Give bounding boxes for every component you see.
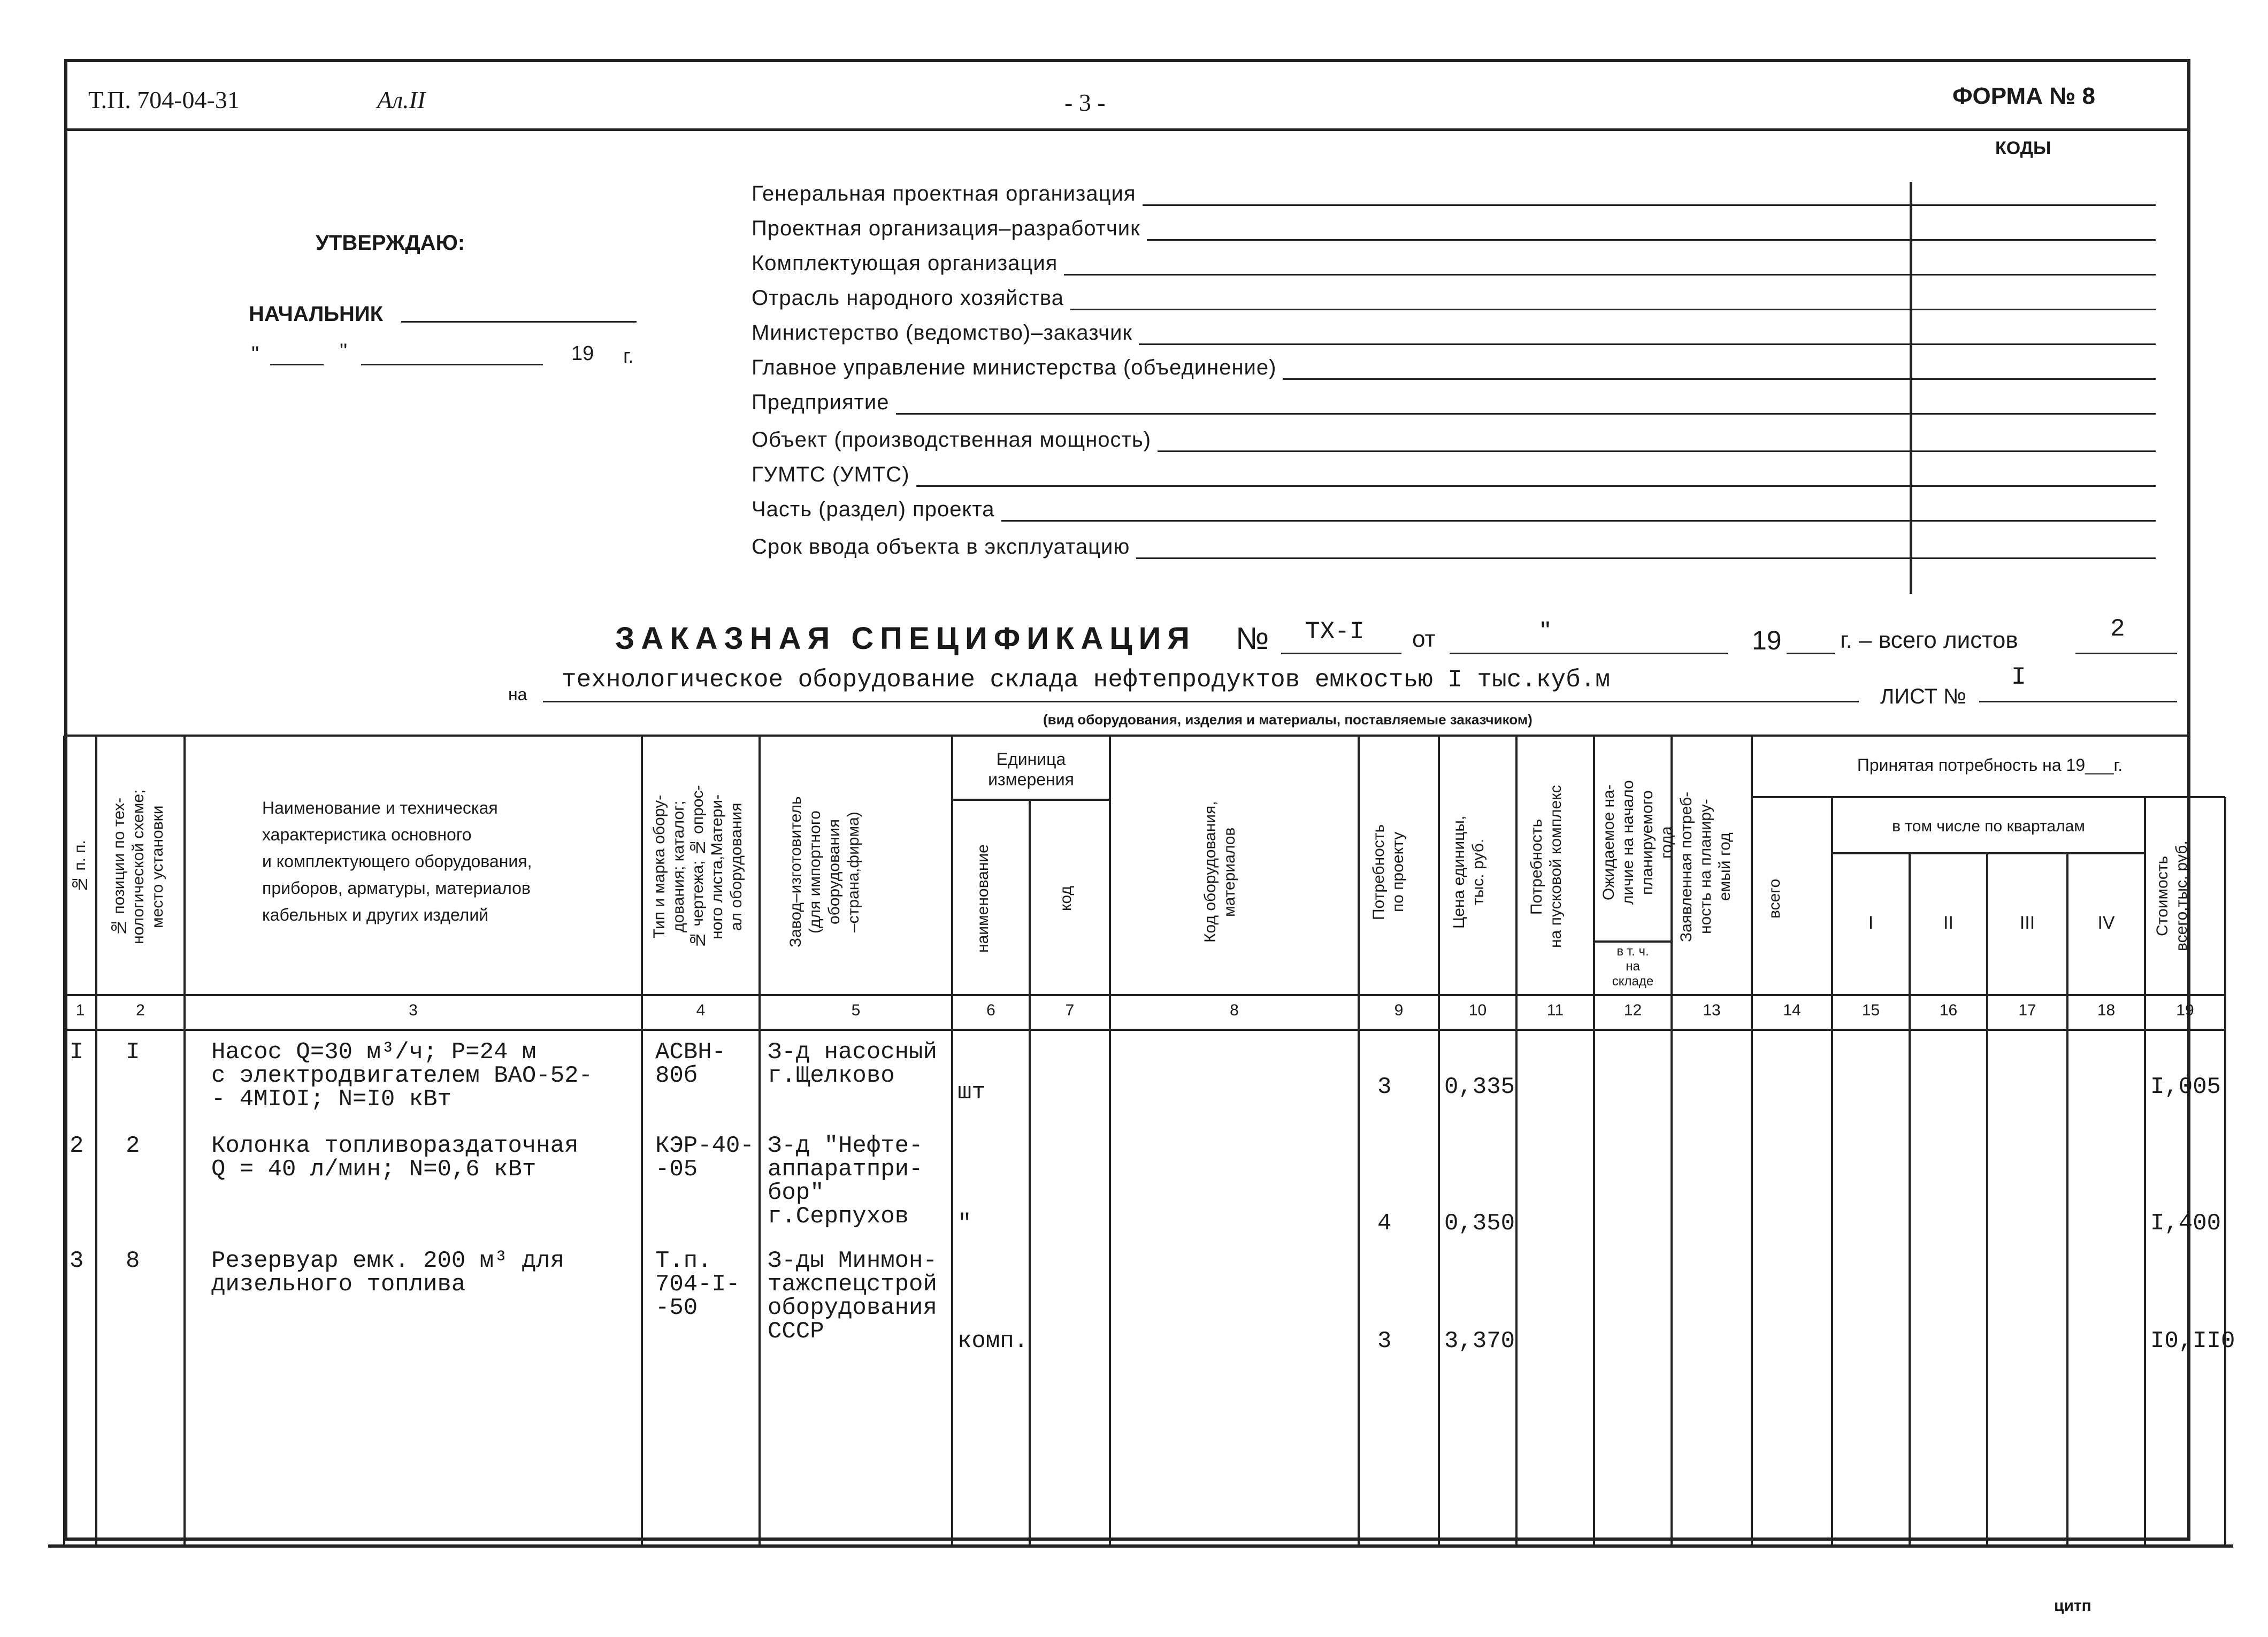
row-qty: 4 (1377, 1210, 1392, 1237)
sheet-no-label: ЛИСТ № (1880, 685, 1967, 708)
row-price: 3,370 (1444, 1328, 1515, 1355)
col-header-1: № п. п. (71, 840, 89, 893)
row-type: Т.п. 704-I- -50 (655, 1248, 740, 1321)
row-price: 0,335 (1444, 1074, 1515, 1100)
org-field-label: Предприятие (752, 391, 890, 414)
col-header-19: Стоимость всего,тыс. руб. (2154, 840, 2190, 952)
column-number: 14 (1783, 1001, 1801, 1019)
spec-year-suffix: г. – всего листов (1840, 627, 2018, 653)
org-field-label: Генеральная проектная организация (752, 182, 1136, 205)
row-position: I (126, 1039, 140, 1066)
org-field-label: Министерство (ведомство)–заказчик (752, 321, 1132, 345)
subject-na-label: на (508, 685, 527, 704)
row-cost: I,400 (2150, 1210, 2221, 1237)
column-number: 13 (1703, 1001, 1721, 1019)
col-header-6: наименование (974, 844, 992, 953)
row-number: 3 (70, 1248, 84, 1274)
col-header-17: III (2019, 913, 2035, 933)
column-number: 4 (696, 1001, 706, 1019)
column-number: 5 (851, 1001, 861, 1019)
column-number: 8 (1230, 1001, 1239, 1019)
col-header-accepted-group: Принятая потребность на 19___г. (1857, 755, 2123, 775)
subject-caption: (вид оборудования, изделия и материалы, поставляемые заказчиком) (1043, 712, 1533, 728)
col-header-9: Потребность по проекту (1370, 824, 1407, 920)
row-number: 2 (70, 1133, 84, 1159)
date-quote-close: " (340, 340, 348, 363)
spec-from-label: от (1412, 626, 1436, 652)
column-number: 1 (75, 1001, 85, 1019)
column-number: 19 (2176, 1001, 2194, 1019)
column-number: 15 (1861, 1001, 1880, 1019)
column-number: 3 (409, 1001, 418, 1019)
col-header-12-sub: в т. ч. на складе (1612, 944, 1654, 989)
row-name: Резервуар емк. 200 м³ для дизельного топлива (211, 1248, 565, 1298)
col-header-13: Заявленная потреб- ность на планиру- емый год (1677, 791, 1734, 942)
org-field-label: Часть (раздел) проекта (752, 498, 995, 521)
col-header-12: Ожидаемое на- личие на начало планируемого года (1600, 780, 1675, 905)
column-number: 11 (1546, 1001, 1564, 1019)
sheet-no[interactable]: I (2011, 663, 2026, 691)
row-position: 2 (126, 1133, 140, 1159)
row-number: I (70, 1039, 84, 1066)
spec-year: 19 (1752, 625, 1782, 655)
date-year-suffix: г. (623, 345, 634, 368)
approve-title: УТВЕРЖДАЮ: (316, 231, 465, 255)
row-qty: 3 (1377, 1074, 1392, 1100)
column-number: 9 (1394, 1001, 1404, 1019)
org-field-label: Проектная организация–разработчик (752, 217, 1140, 240)
column-number: 6 (986, 1001, 995, 1019)
codes-label: КОДЫ (1995, 138, 2051, 158)
spec-no-label: № (1236, 621, 1269, 656)
spec-title: ЗАКАЗНАЯ СПЕЦИФИКАЦИЯ (615, 621, 1196, 656)
row-name: Колонка топливораздаточная Q = 40 л/мин; N=0,6 кВт (211, 1133, 579, 1183)
col-header-7: код (1057, 886, 1075, 912)
col-header-8: Код оборудования, материалов (1201, 801, 1238, 943)
org-field-label: ГУМТС (УМТС) (752, 463, 910, 486)
org-field-label: Комплектующая организация (752, 251, 1058, 275)
form-number: ФОРМА № 8 (1952, 83, 2095, 109)
column-number: 7 (1065, 1001, 1075, 1019)
row-type: КЭР-40- -05 (655, 1133, 754, 1183)
row-unit: комп. (957, 1328, 1029, 1355)
row-price: 0,350 (1444, 1210, 1515, 1237)
col-header-14: всего (1766, 878, 1783, 919)
row-unit: " (957, 1210, 972, 1237)
subject-text[interactable]: технологическое оборудование склада нефтепродуктов емкостью I тыс.куб.м (562, 666, 1610, 694)
doc-code: Т.П. 704-04-31 (88, 86, 240, 113)
org-field-label: Срок ввода объекта в эксплуатацию (752, 535, 1130, 559)
row-maker: З-д насосный г.Щелково (768, 1039, 937, 1089)
col-header-16: II (1943, 913, 1953, 933)
row-qty: 3 (1377, 1328, 1392, 1355)
row-maker: З-д "Нефте- аппаратпри- бор" г.Серпухов (768, 1133, 923, 1230)
col-header-11: Потребность на пусковой комплекс (1528, 785, 1565, 948)
row-cost: I,005 (2150, 1074, 2221, 1100)
col-header-18: IV (2097, 913, 2115, 933)
album-label: Ал.II (377, 86, 426, 113)
row-position: 8 (126, 1248, 140, 1274)
org-field-label: Объект (производственная мощность) (752, 428, 1152, 452)
spec-no-value[interactable]: ТХ-I (1305, 618, 1365, 646)
col-header-3: Наименование и техническая характеристика основного и комплектующего оборудования, приборов, арматуры, материалов кабельных и других изделий (262, 798, 532, 924)
spec-date-quote: " (1541, 616, 1550, 646)
row-unit: шт (957, 1079, 986, 1106)
date-year: 19 (571, 342, 594, 365)
org-field-label: Отрасль народного хозяйства (752, 286, 1064, 310)
row-name: Насос Q=30 м³/ч; Р=24 м с электродвигателем ВАО-52- - 4МIОI; N=I0 кВт (211, 1039, 593, 1113)
date-quote-open: " (251, 342, 259, 366)
org-field-label: Главное управление министерства (объединение) (752, 356, 1277, 379)
col-header-quarters-group: в том числе по кварталам (1892, 817, 2085, 835)
row-maker: З-ды Минмон- тажспецстрой оборудования СССР (768, 1248, 937, 1345)
col-header-15: I (1868, 913, 1874, 933)
column-number: 2 (136, 1001, 145, 1019)
column-number: 12 (1623, 1001, 1642, 1019)
col-header-4: Тип и марка обору- дования; каталог; № чертежа; № опрос- ного листа,Матери- ал оборудования (650, 785, 745, 948)
row-cost: I0,II0 (2150, 1328, 2235, 1355)
sheets-total[interactable]: 2 (2110, 615, 2125, 643)
column-number: 17 (2018, 1001, 2036, 1019)
col-header-unit-group: Единица измерения (988, 749, 1074, 789)
col-header-5: Завод–изготовитель (для импортного оборудования –страна,фирма) (787, 796, 862, 948)
row-type: АСВН- 80б (655, 1039, 726, 1089)
page-number: - 3 - (1064, 89, 1106, 116)
column-number: 18 (2097, 1001, 2116, 1019)
col-header-2: № позиции по тех- нологической схеме; место установки (110, 789, 166, 944)
chief-label: НАЧАЛЬНИК (249, 302, 384, 326)
col-header-10: Цена единицы, тыс. руб. (1450, 815, 1487, 929)
column-number: 16 (1939, 1001, 1958, 1019)
column-number: 10 (1468, 1001, 1487, 1019)
footer-mark: цитп (2054, 1597, 2091, 1615)
